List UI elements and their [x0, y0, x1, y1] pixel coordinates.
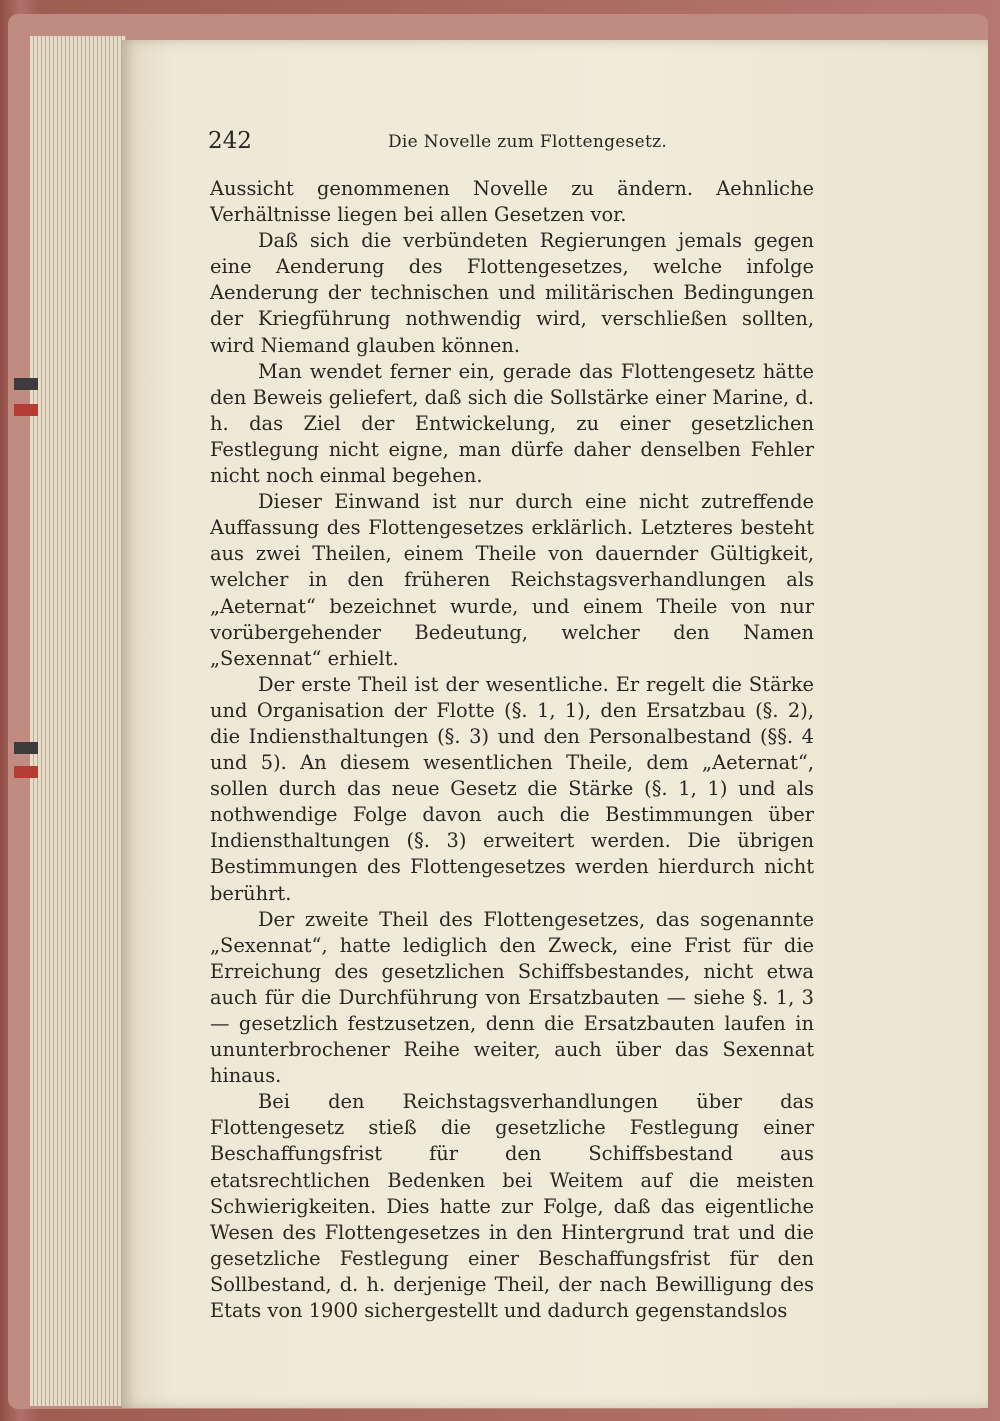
paragraph: Daß sich die verbündeten Regierungen jemals gegen eine Aenderung des Flottengesetzes, welche infolge Aenderung der technischen und militärischen Bedingungen der Kriegführung nothwendig wird, verschließen sollten, wird Niemand glauben können. — [210, 229, 814, 357]
body-text — [210, 176, 814, 1324]
ribbon-marker-dark — [14, 378, 38, 390]
paragraph: Der erste Theil ist der wesentliche. Er regelt die Stärke und Organisation der Flotte (§. 1, 1), den Ersatzbau (§. 2), die Indiensthaltungen (§. 3) und den Personalbestand (§§. 4 und 5). An diesem wesentlichen Theile, dem „Aeternat“, sollen durch das neue Gesetz die Stärke (§. 1, 1) und als nothwendige Folge davon auch die Bestimmungen über Indiensthaltungen (§. 3) erweitert werden. Die übrigen Bestimmungen des Flottengesetzes werden hierdurch nicht berührt. — [210, 672, 814, 905]
page-number: 242 — [208, 128, 252, 154]
paragraph: Dieser Einwand ist nur durch eine nicht zutreffende Auffassung des Flottengesetzes erklärlich. Letzteres besteht aus zwei Theilen, einem Theile von dauernder Gültigkeit, welcher in den früheren Reichstagsverhandlungen als „Aeternat“ bezeichnet wurde, und einem Theile von nur vorübergehender Bedeutung, welcher den Namen „Sexennat“ erhielt. — [210, 490, 814, 670]
paragraph: Man wendet ferner ein, gerade das Flottengesetz hätte den Beweis geliefert, daß sich die Sollstärke einer Marine, d. h. das Ziel der Entwickelung, zu einer gesetzlichen Festlegung nicht eigne, man dürfe daher denselben Fehler nicht noch einmal begehen. — [210, 359, 814, 488]
page-header — [208, 128, 728, 168]
running-title: Die Novelle zum Flottengesetz. — [388, 132, 668, 152]
ribbon-marker-red — [14, 404, 38, 416]
page-edges — [30, 36, 126, 1406]
paragraph: Bei den Reichstagsverhandlungen über das Flottengesetz stieß die gesetzliche Festlegung einer Beschaffungsfrist für den Schiffsbestand aus etatsrechtlichen Bedenken bei Weitem auf die meisten Schwierigkeiten. Dies hatte zur Folge, daß das eigentliche Wesen des Flottengesetzes in den Hintergrund trat und die gesetzliche Festlegung einer Beschaffungsfrist für den Sollbestand, d. h. derjenige Theil, der nach Bewilligung des Etats von 1900 sichergestellt und dadurch gegenstandslos — [210, 1090, 814, 1323]
ribbon-marker-red — [14, 766, 38, 778]
ribbon-marker-dark — [14, 742, 38, 754]
paragraph: Aussicht genommenen Novelle zu ändern. Aehnliche Verhältnisse liegen bei allen Gesetzen vor. — [210, 177, 814, 227]
paragraph: Der zweite Theil des Flottengesetzes, das sogenannte „Sexennat“, hatte lediglich den Zweck, eine Frist für die Erreichung des gesetzlichen Schiffsbestandes, nicht etwa auch für die Durchführung von Ersatzbauten — siehe §. 1, 3 — gesetzlich festzusetzen, denn die Ersatzbauten laufen in ununterbrochener Reihe weiter, auch über das Sexennat hinaus. — [210, 907, 814, 1088]
